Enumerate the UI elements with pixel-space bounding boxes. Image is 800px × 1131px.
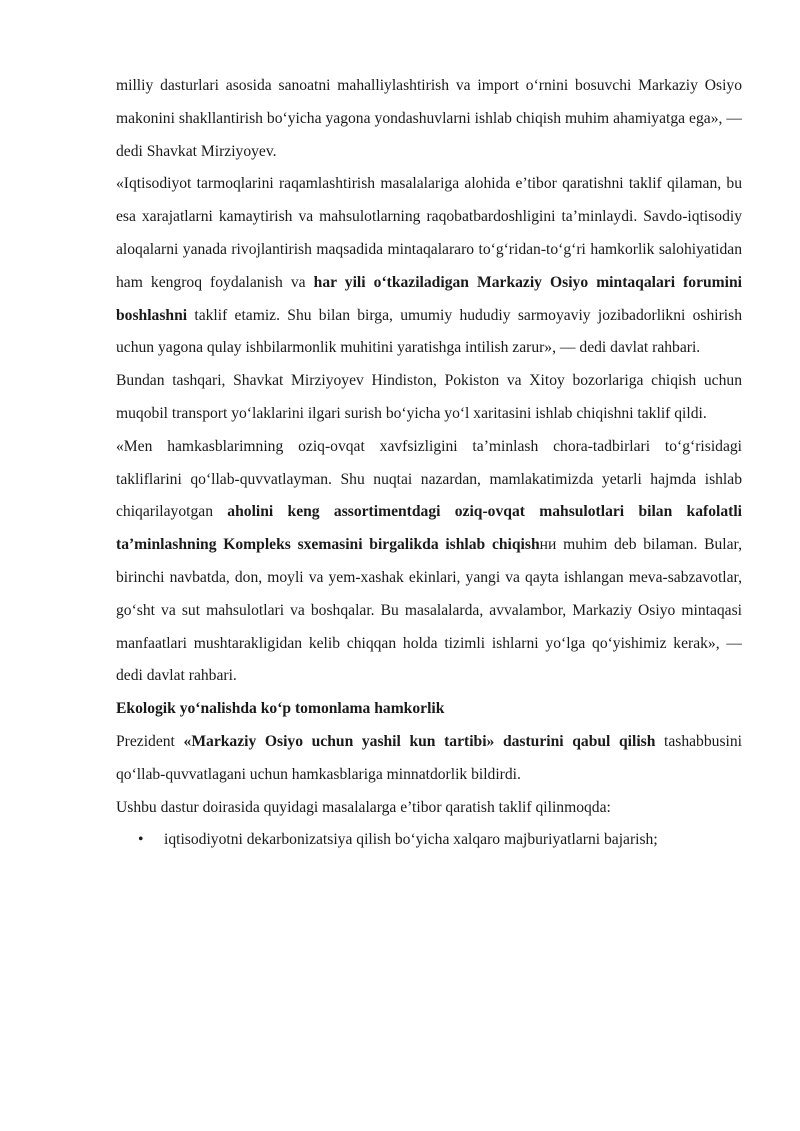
text-run: Bundan tashqari, Shavkat Mirziyoyev Hindiston, Pokiston va Xitoy bozorlariga chiqish uchun muqobil transport yo‘laklarini ilgari surish bo‘yicha yo‘l xaritasini ishlab chiqishni taklif qildi.: [116, 372, 742, 422]
text-run: milliy dasturlari asosida sanoatni mahalliylashtirish va import o‘rnini bosuvchi Markaziy Osiyo makonini shakllantirish bo‘yicha yagona yondashuvlarni ishlab chiqish muhim ahamiyatga ega», — dedi Shavkat Mirziyoyev.: [116, 77, 742, 160]
list-item-text: iqtisodiyotni dekarbonizatsiya qilish bo‘yicha xalqaro majburiyatlarni bajarish;: [164, 831, 658, 849]
paragraph: [116, 70, 742, 168]
bold-text-run: har yili o‘tkaziladigan Markaziy Osiyo mintaqalari forumini boshlashni: [116, 273, 742, 324]
text-run: «Iqtisodiyot tarmoqlarini raqamlashtirish masalalariga alohida e’tibor qaratishni taklif qilaman, bu esa xarajatlarni kamaytirish va mahsulotlarning raqobatbardoshligini ta’minlaydi. Savdo-iqtisodiy aloqalarni yanada rivojlantirish maqsadida mintaqalararo to‘g‘ridan-to‘g‘ri hamkorlik salohiyatidan ham kengroq foydalanish va: [116, 175, 742, 291]
text-run: taklif etamiz. Shu bilan birga, umumiy hududiy sarmoyaviy jozibadorlikni oshirish uchun yagona qulay ishbilarmonlik muhitini yaratishga intilish zarur», — dedi davlat rahbari.: [116, 306, 742, 357]
paragraph: [116, 792, 742, 825]
paragraph: [116, 365, 742, 431]
bullet-icon: •: [138, 831, 144, 849]
bold-text-run: aholini keng assortimentdagi oziq-ovqat mahsulotlari bilan kafolatli ta’minlashning Kompleks sxemasini birgalikda ishlab chiqish: [116, 503, 742, 554]
bullet-list: [116, 824, 742, 857]
text-run: Prezident: [116, 732, 184, 750]
text-run: Ushbu dastur doirasida quyidagi masalalarga e’tibor qaratish taklif qilinmoqda:: [116, 798, 611, 816]
paragraph: [116, 726, 742, 792]
text-run: «Men hamkasblarimning oziq-ovqat xavfsizligini ta’minlash chora-tadbirlari to‘g‘risidagi takliflarini qo‘llab-quvvatlayman. Shu nuqtai nazardan, mamlakatimizda yetarli hajmda ishlab chiqarilayotgan: [116, 437, 742, 521]
text-run: ни muhim deb bilaman. Bular, birinchi navbatda, don, moyli va yem-xashak ekinlari, yangi va qayta ishlangan meva-sabzavotlar, go‘sht va sut mahsulotlari va boshqalar. Bu masalalarda, avvalambor, Markaziy Osiyo mintaqasi manfaatlari mushtarakligidan kelib chiqqan holda tizimli ishlarni yo‘lga qo‘yishimiz kerak», — dedi davlat rahbari.: [116, 536, 743, 685]
document-page: [116, 70, 742, 857]
text-run: tashabbusini qo‘llab-quvvatlagani uchun hamkasblariga minnatdorlik bildirdi.: [116, 732, 742, 783]
bold-text-run: «Markaziy Osiyo uchun yashil kun tartibi» dasturini qabul qilish: [183, 732, 656, 750]
paragraph: [116, 168, 742, 365]
paragraph: [116, 431, 742, 693]
paragraphs-after-heading: [116, 726, 742, 824]
list-item: [116, 824, 742, 857]
section-heading: Ekologik yo‘nalishda ko‘p tomonlama hamkorlik: [116, 700, 445, 718]
paragraphs-before-heading: [116, 70, 742, 693]
